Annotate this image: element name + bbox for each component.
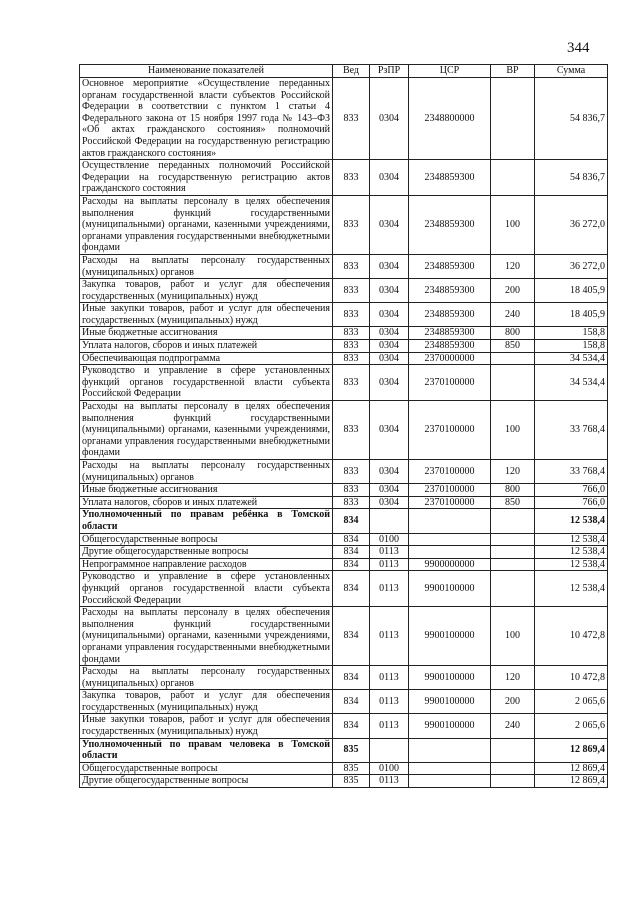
row-sum: 12 538,4 (535, 558, 608, 571)
row-rzpr: 0100 (370, 533, 409, 546)
table-row (80, 558, 608, 571)
row-name: Расходы на выплаты персоналу в целях обеспечения выполнения функций государственными (муниципальными) органами, казенными учреждениями, органами управления государственными внебюджетными фондами (80, 195, 333, 254)
row-rzpr: 0304 (370, 460, 409, 484)
table-row (80, 666, 608, 690)
row-sum: 54 836,7 (535, 78, 608, 160)
row-name: Непрограммное направление расходов (80, 558, 333, 571)
budget-table (79, 64, 608, 788)
table-row (80, 571, 608, 607)
table-row (80, 509, 608, 533)
row-csr (409, 738, 491, 762)
row-ved: 833 (333, 195, 370, 254)
row-name: Уполномоченный по правам человека в Томской области (80, 738, 333, 762)
row-sum: 36 272,0 (535, 254, 608, 278)
row-vr: 100 (491, 195, 535, 254)
row-csr: 2370100000 (409, 401, 491, 460)
row-csr: 9900100000 (409, 607, 491, 666)
table-body (80, 78, 608, 788)
header-csr: ЦСР (409, 65, 491, 78)
row-rzpr: 0304 (370, 496, 409, 509)
row-csr: 2348859300 (409, 327, 491, 340)
row-ved: 835 (333, 738, 370, 762)
row-vr (491, 365, 535, 401)
row-ved: 833 (333, 352, 370, 365)
row-sum: 12 538,4 (535, 571, 608, 607)
row-rzpr: 0304 (370, 160, 409, 196)
row-csr: 2370100000 (409, 365, 491, 401)
row-csr: 9900100000 (409, 690, 491, 714)
row-csr: 9900100000 (409, 666, 491, 690)
row-vr (491, 571, 535, 607)
row-rzpr: 0304 (370, 195, 409, 254)
row-csr: 2348859300 (409, 254, 491, 278)
row-vr (491, 738, 535, 762)
table-row (80, 690, 608, 714)
row-rzpr: 0113 (370, 714, 409, 738)
row-sum: 766,0 (535, 484, 608, 497)
row-vr (491, 509, 535, 533)
row-name: Расходы на выплаты персоналу государственных (муниципальных) органов (80, 666, 333, 690)
table-row (80, 340, 608, 353)
table-row (80, 460, 608, 484)
row-name: Другие общегосударственные вопросы (80, 775, 333, 788)
row-vr: 850 (491, 496, 535, 509)
row-ved: 833 (333, 160, 370, 196)
row-name: Расходы на выплаты персоналу государственных (муниципальных) органов (80, 460, 333, 484)
table-row (80, 279, 608, 303)
table-row (80, 78, 608, 160)
row-name: Иные бюджетные ассигнования (80, 484, 333, 497)
row-ved: 834 (333, 509, 370, 533)
header-name: Наименование показателей (80, 65, 333, 78)
row-vr: 120 (491, 460, 535, 484)
row-rzpr: 0113 (370, 690, 409, 714)
row-sum: 18 405,9 (535, 303, 608, 327)
page-number: 344 (567, 40, 590, 56)
table-row (80, 738, 608, 762)
row-ved: 833 (333, 303, 370, 327)
row-name: Иные закупки товаров, работ и услуг для обеспечения государственных (муниципальных) нужд (80, 303, 333, 327)
header-vr: ВР (491, 65, 535, 78)
row-sum: 12 869,4 (535, 775, 608, 788)
row-rzpr: 0304 (370, 401, 409, 460)
row-ved: 833 (333, 365, 370, 401)
row-rzpr: 0304 (370, 327, 409, 340)
table-row (80, 775, 608, 788)
row-csr (409, 762, 491, 775)
row-vr: 200 (491, 690, 535, 714)
table-row (80, 546, 608, 559)
row-rzpr: 0113 (370, 775, 409, 788)
row-rzpr: 0113 (370, 546, 409, 559)
row-vr (491, 160, 535, 196)
row-name: Руководство и управление в сфере установленных функций органов государственной власти субъекта Российской Федерации (80, 571, 333, 607)
row-csr: 2370100000 (409, 460, 491, 484)
table-row (80, 352, 608, 365)
row-sum: 158,8 (535, 327, 608, 340)
table-row (80, 607, 608, 666)
row-ved: 833 (333, 496, 370, 509)
header-ved: Вед (333, 65, 370, 78)
table-row (80, 195, 608, 254)
table-row (80, 496, 608, 509)
row-csr: 9900100000 (409, 571, 491, 607)
row-csr: 2370100000 (409, 496, 491, 509)
row-sum: 12 869,4 (535, 762, 608, 775)
row-rzpr: 0304 (370, 303, 409, 327)
row-csr (409, 533, 491, 546)
row-vr: 100 (491, 607, 535, 666)
row-ved: 833 (333, 327, 370, 340)
row-ved: 833 (333, 460, 370, 484)
header-rzpr: РзПР (370, 65, 409, 78)
row-vr: 100 (491, 401, 535, 460)
row-csr: 2348859300 (409, 279, 491, 303)
row-name: Обеспечивающая подпрограмма (80, 352, 333, 365)
row-ved: 834 (333, 714, 370, 738)
row-csr (409, 509, 491, 533)
row-ved: 835 (333, 775, 370, 788)
row-rzpr: 0304 (370, 484, 409, 497)
row-csr: 2370100000 (409, 484, 491, 497)
row-csr (409, 546, 491, 559)
row-rzpr: 0113 (370, 558, 409, 571)
row-csr (409, 775, 491, 788)
row-csr: 2348859300 (409, 160, 491, 196)
row-rzpr: 0113 (370, 666, 409, 690)
row-rzpr: 0304 (370, 352, 409, 365)
row-name: Иные закупки товаров, работ и услуг для обеспечения государственных (муниципальных) нужд (80, 714, 333, 738)
row-vr (491, 352, 535, 365)
row-name: Осуществление переданных полномочий Российской Федерации на государственную регистрацию актов гражданского состояния (80, 160, 333, 196)
row-rzpr: 0304 (370, 78, 409, 160)
row-csr: 2370000000 (409, 352, 491, 365)
row-sum: 12 538,4 (535, 509, 608, 533)
row-csr: 2348859300 (409, 195, 491, 254)
row-name: Расходы на выплаты персоналу в целях обеспечения выполнения функций государственными (муниципальными) органами, казенными учреждениями, органами управления государственными внебюджетными фондами (80, 607, 333, 666)
row-ved: 833 (333, 254, 370, 278)
row-ved: 834 (333, 607, 370, 666)
row-rzpr: 0304 (370, 340, 409, 353)
row-ved: 834 (333, 666, 370, 690)
row-rzpr (370, 738, 409, 762)
row-ved: 834 (333, 558, 370, 571)
row-vr: 800 (491, 484, 535, 497)
row-name: Расходы на выплаты персоналу государственных (муниципальных) органов (80, 254, 333, 278)
row-rzpr (370, 509, 409, 533)
row-rzpr: 0304 (370, 365, 409, 401)
row-name: Другие общегосударственные вопросы (80, 546, 333, 559)
table-row (80, 401, 608, 460)
row-ved: 834 (333, 690, 370, 714)
row-vr: 120 (491, 254, 535, 278)
row-csr: 9900100000 (409, 714, 491, 738)
row-ved: 833 (333, 484, 370, 497)
table-row (80, 484, 608, 497)
row-ved: 834 (333, 533, 370, 546)
table-row (80, 160, 608, 196)
row-vr (491, 762, 535, 775)
table-row (80, 303, 608, 327)
row-sum: 10 472,8 (535, 607, 608, 666)
row-vr: 240 (491, 303, 535, 327)
row-name: Общегосударственные вопросы (80, 533, 333, 546)
row-name: Уполномоченный по правам ребёнка в Томской области (80, 509, 333, 533)
table-row (80, 714, 608, 738)
row-name: Иные бюджетные ассигнования (80, 327, 333, 340)
row-ved: 833 (333, 340, 370, 353)
row-name: Основное мероприятие «Осуществление переданных органам государственной власти субъектов Российской Федерации в соответствии с пунктом 1 статьи 4 Федерального закона от 15 ноября 1997 года № 143–ФЗ «Об актах гражданского состояния» полномочий Российской Федерации на государственную регистрацию актов гражданского состояния» (80, 78, 333, 160)
row-sum: 12 538,4 (535, 546, 608, 559)
row-ved: 834 (333, 546, 370, 559)
row-ved: 833 (333, 401, 370, 460)
row-csr: 2348859300 (409, 340, 491, 353)
table-row (80, 762, 608, 775)
row-vr (491, 775, 535, 788)
row-ved: 833 (333, 78, 370, 160)
row-sum: 33 768,4 (535, 460, 608, 484)
row-vr: 120 (491, 666, 535, 690)
row-rzpr: 0113 (370, 607, 409, 666)
row-csr: 2348800000 (409, 78, 491, 160)
row-vr: 850 (491, 340, 535, 353)
row-name: Закупка товаров, работ и услуг для обеспечения государственных (муниципальных) нужд (80, 690, 333, 714)
row-rzpr: 0100 (370, 762, 409, 775)
row-ved: 833 (333, 279, 370, 303)
row-vr: 800 (491, 327, 535, 340)
row-name: Руководство и управление в сфере установленных функций органов государственной власти субъекта Российской Федерации (80, 365, 333, 401)
row-sum: 10 472,8 (535, 666, 608, 690)
row-vr (491, 78, 535, 160)
row-csr: 9900000000 (409, 558, 491, 571)
row-sum: 12 538,4 (535, 533, 608, 546)
row-sum: 766,0 (535, 496, 608, 509)
header-sum: Сумма (535, 65, 608, 78)
row-sum: 2 065,6 (535, 714, 608, 738)
table-row (80, 365, 608, 401)
row-name: Закупка товаров, работ и услуг для обеспечения государственных (муниципальных) нужд (80, 279, 333, 303)
table-row (80, 533, 608, 546)
row-vr (491, 558, 535, 571)
table-row (80, 327, 608, 340)
row-sum: 54 836,7 (535, 160, 608, 196)
row-csr: 2348859300 (409, 303, 491, 327)
row-name: Расходы на выплаты персоналу в целях обеспечения выполнения функций государственными (муниципальными) органами, казенными учреждениями, органами управления государственными внебюджетными фондами (80, 401, 333, 460)
row-sum: 2 065,6 (535, 690, 608, 714)
row-name: Уплата налогов, сборов и иных платежей (80, 340, 333, 353)
row-sum: 12 869,4 (535, 738, 608, 762)
row-sum: 158,8 (535, 340, 608, 353)
row-rzpr: 0304 (370, 254, 409, 278)
row-vr: 240 (491, 714, 535, 738)
row-ved: 835 (333, 762, 370, 775)
row-sum: 36 272,0 (535, 195, 608, 254)
row-sum: 18 405,9 (535, 279, 608, 303)
table-row (80, 254, 608, 278)
row-sum: 33 768,4 (535, 401, 608, 460)
row-vr: 200 (491, 279, 535, 303)
row-sum: 34 534,4 (535, 365, 608, 401)
row-sum: 34 534,4 (535, 352, 608, 365)
row-name: Уплата налогов, сборов и иных платежей (80, 496, 333, 509)
table-header-row (80, 65, 608, 78)
row-vr (491, 546, 535, 559)
row-vr (491, 533, 535, 546)
row-rzpr: 0113 (370, 571, 409, 607)
row-ved: 834 (333, 571, 370, 607)
row-rzpr: 0304 (370, 279, 409, 303)
row-name: Общегосударственные вопросы (80, 762, 333, 775)
